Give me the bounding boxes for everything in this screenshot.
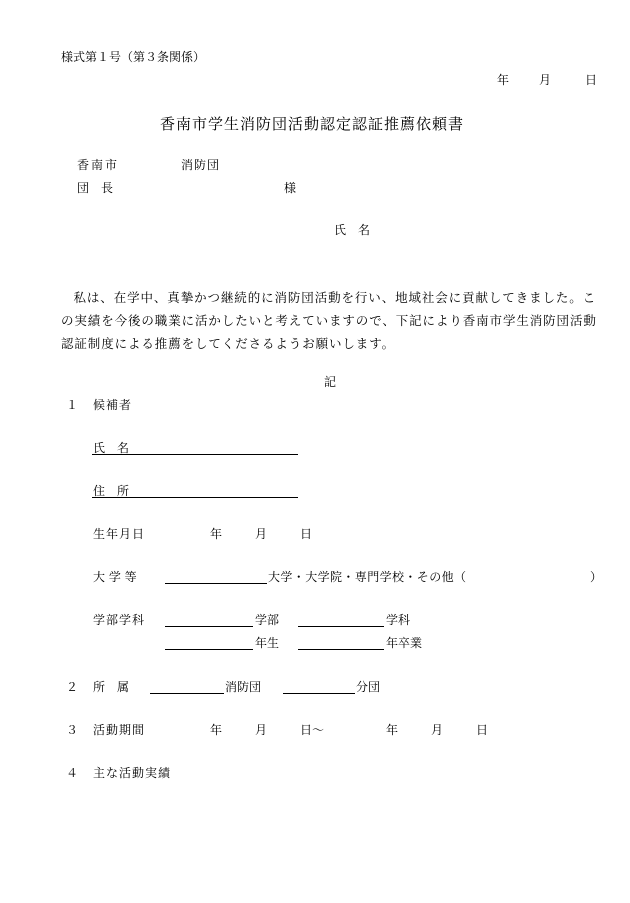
addressee-city: 香南市 bbox=[77, 158, 120, 172]
addressee-brigade: 消防団 bbox=[181, 158, 221, 172]
section-label: 活動期間 bbox=[93, 723, 146, 737]
major-field[interactable] bbox=[298, 626, 384, 627]
birth-month-label: 月 bbox=[255, 527, 268, 541]
department-label: 学部学科 bbox=[93, 613, 146, 627]
date-year: 年 bbox=[497, 73, 510, 87]
grade-field[interactable] bbox=[165, 649, 253, 650]
birth-date-label: 生年月日 bbox=[93, 527, 146, 541]
brigade-field[interactable] bbox=[150, 693, 224, 694]
candidate-address-label: 住 所 bbox=[93, 484, 130, 498]
section-number: ２ bbox=[66, 680, 79, 694]
ki-heading: 記 bbox=[324, 375, 337, 389]
period-end-month: 月 bbox=[431, 723, 444, 737]
school-name-field[interactable] bbox=[165, 583, 267, 584]
section-number: １ bbox=[66, 398, 79, 412]
birth-year-label: 年 bbox=[210, 527, 223, 541]
grade-suffix: 年生 bbox=[255, 636, 280, 650]
date-day: 日 bbox=[585, 73, 598, 87]
request-text-block bbox=[61, 286, 606, 355]
section-label: 候補者 bbox=[93, 398, 133, 412]
candidate-name-label: 氏 名 bbox=[93, 441, 130, 455]
school-type-options: 大学・大学院・専門学校・その他（ bbox=[268, 570, 467, 584]
period-start-month: 月 bbox=[255, 723, 268, 737]
request-text: 私は、在学中、真摯かつ継続的に消防団活動を行い、地域社会に貢献してきました。この実績を今後の職業に活かしたいと考えていますので、下記により香南市学生消防団活動認証制度による推薦をしてくださるようお願いします。 bbox=[61, 290, 597, 351]
applicant-name-label: 氏 名 bbox=[334, 223, 371, 237]
period-start-year: 年 bbox=[210, 723, 223, 737]
period-end-day: 日 bbox=[476, 723, 489, 737]
graduation-year-field[interactable] bbox=[298, 649, 384, 650]
section-label: 所 属 bbox=[93, 680, 130, 694]
period-start-day: 日～ bbox=[300, 723, 325, 737]
section-number: ３ bbox=[66, 723, 79, 737]
major-suffix: 学科 bbox=[386, 613, 411, 627]
candidate-name-field[interactable] bbox=[92, 454, 298, 455]
addressee-honorific: 様 bbox=[284, 181, 297, 195]
document-title: 香南市学生消防団活動認定認証推薦依頼書 bbox=[160, 115, 465, 133]
period-end-year: 年 bbox=[386, 723, 399, 737]
candidate-address-field[interactable] bbox=[92, 497, 298, 498]
branch-field[interactable] bbox=[283, 693, 355, 694]
date-month: 月 bbox=[539, 73, 552, 87]
school-label: 大 学 等 bbox=[93, 570, 137, 584]
birth-day-label: 日 bbox=[300, 527, 313, 541]
form-number: 様式第１号（第３条関係） bbox=[61, 50, 206, 64]
section-label: 主な活動実績 bbox=[93, 766, 172, 780]
brigade-suffix: 消防団 bbox=[225, 680, 262, 694]
section-number: ４ bbox=[66, 766, 79, 780]
school-type-close: ） bbox=[590, 570, 603, 584]
addressee-chief: 団 長 bbox=[77, 181, 114, 195]
faculty-field[interactable] bbox=[165, 626, 253, 627]
branch-suffix: 分団 bbox=[356, 680, 381, 694]
faculty-suffix: 学部 bbox=[255, 613, 280, 627]
graduation-suffix: 年卒業 bbox=[386, 636, 423, 650]
